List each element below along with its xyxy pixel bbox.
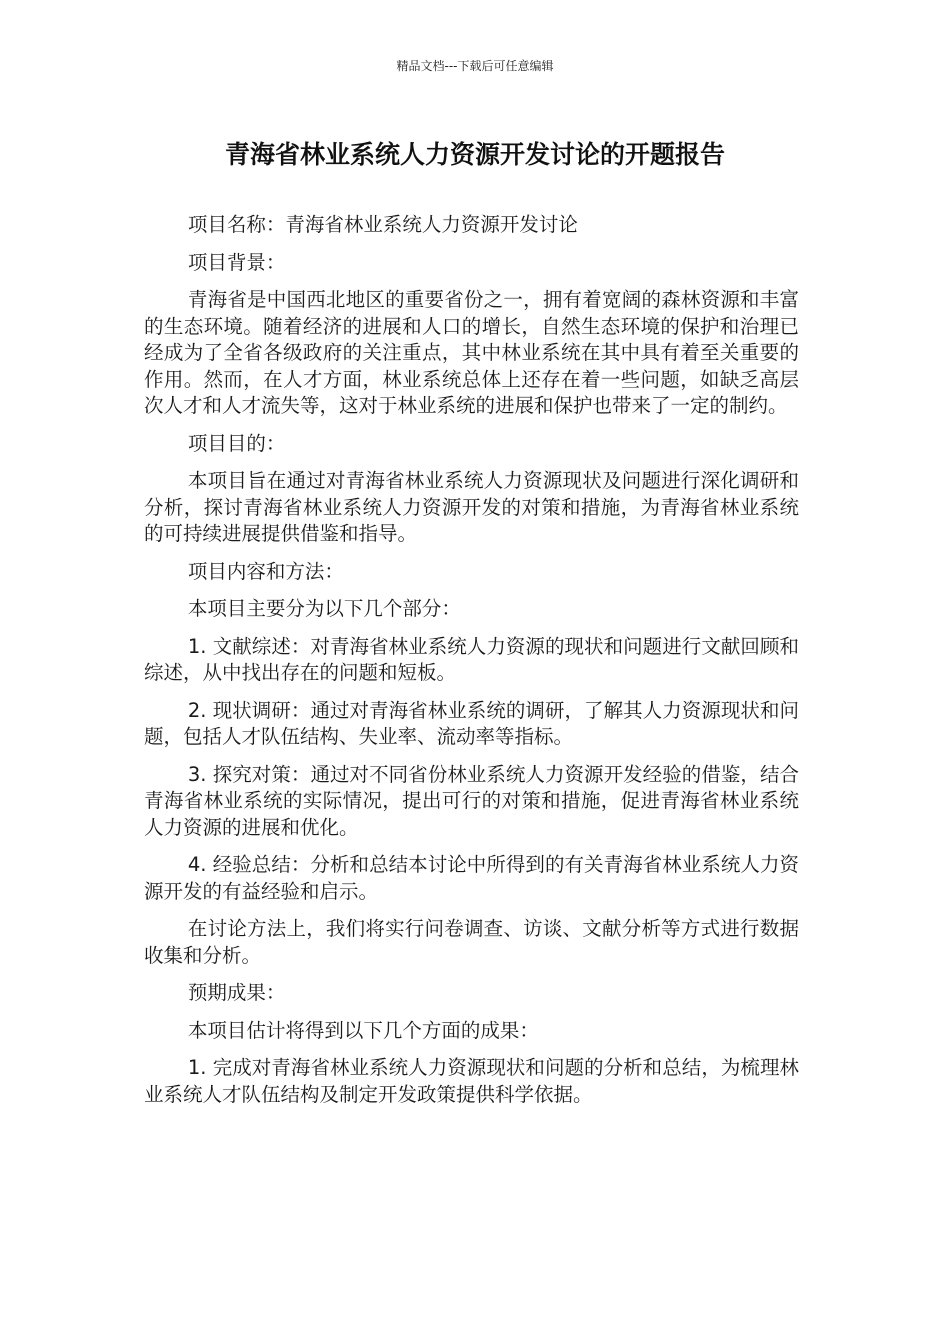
content-method-heading: 项目内容和方法：	[187, 559, 344, 583]
expected-results-intro: 本项目估计将得到以下几个方面的成果：	[187, 1018, 539, 1042]
purpose-heading: 项目目的：	[187, 431, 286, 455]
list-item-literature-review: 1. 文献综述：对青海省林业系统人力资源的现状和问题进行文献回顾和综述，从中找出存在的问题和短板。	[144, 634, 799, 684]
list-item-status-survey: 2. 现状调研：通过对青海省林业系统的调研，了解其人力资源现状和问题，包括人才队伍结构、失业率、流动率等指标。	[144, 698, 799, 748]
project-name-paragraph: 项目名称：青海省林业系统人力资源开发讨论	[187, 213, 578, 236]
list-item-countermeasures: 3. 探究对策：通过对不同省份林业系统人力资源开发经验的借鉴，结合青海省林业系统的实际情况，提出可行的对策和措施，促进青海省林业系统人力资源的进展和优化。	[144, 762, 799, 839]
list-item-expected-result-1: 1. 完成对青海省林业系统人力资源现状和问题的分析和总结，为梳理林业系统人才队伍结构及制定开发政策提供科学依据。	[144, 1056, 799, 1106]
purpose-paragraph: 本项目旨在通过对青海省林业系统人力资源现状及问题进行深化调研和分析，探讨青海省林业系统人力资源开发的对策和措施，为青海省林业系统的可持续进展提供借鉴和指导。	[144, 469, 799, 545]
document-title: 青海省林业系统人力资源开发讨论的开题报告	[224, 140, 725, 169]
header-note: 精品文档---下载后可任意编辑	[396, 59, 554, 73]
expected-results-heading: 预期成果：	[187, 981, 286, 1004]
background-paragraph: 青海省是中国西北地区的重要省份之一，拥有着宽阔的森林资源和丰富的生态环境。随着经济的进展和人口的增长，自然生态环境的保护和治理已经成为了全省各级政府的关注重点，其中林业系统在其中具有着至关重要的作用。然而，在人才方面，林业系统总体上还存在着一些问题，如缺乏高层次人才和人才流失等，这对于林业系统的进展和保护也带来了一定的制约。	[144, 288, 799, 417]
background-heading: 项目背景：	[187, 250, 286, 274]
list-item-experience-summary: 4. 经验总结：分析和总结本讨论中所得到的有关青海省林业系统人力资源开发的有益经验和启示。	[144, 853, 799, 903]
content-intro-paragraph: 本项目主要分为以下几个部分：	[187, 597, 461, 620]
document-body	[144, 212, 799, 1119]
methods-paragraph: 在讨论方法上，我们将实行问卷调查、访谈、文献分析等方式进行数据收集和分析。	[144, 917, 799, 967]
